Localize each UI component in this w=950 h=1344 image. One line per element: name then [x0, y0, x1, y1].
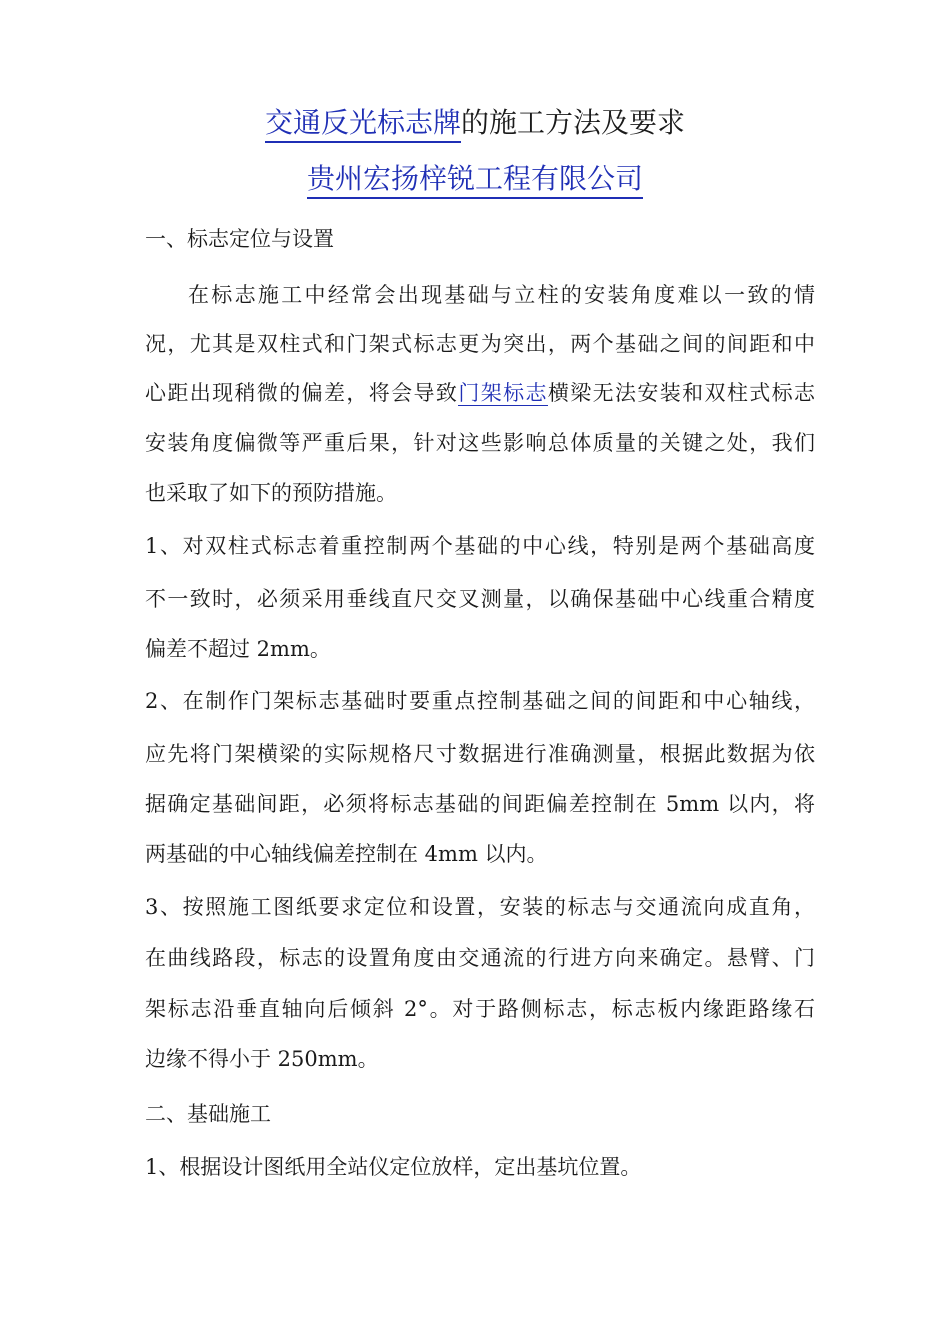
text-segment: 心距出现稍微的偏差，将会导致: [145, 381, 459, 405]
list-item-line: 在曲线路段，标志的设置角度由交通流的行进方向来确定。悬臂、门: [145, 946, 815, 970]
section-heading-2: 二、基础施工: [145, 1102, 271, 1126]
list-item-line: 两基础的中心轴线偏差控制在 4mm 以内。: [145, 842, 548, 866]
list-item-line: 2、在制作门架标志基础时要重点控制基础之间的间距和中心轴线，: [145, 689, 815, 713]
list-item-line: 不一致时，必须采用垂线直尺交叉测量，以确保基础中心线重合精度: [145, 587, 815, 611]
list-item-line: 边缘不得小于 250mm。: [145, 1047, 379, 1071]
title-link[interactable]: 交通反光标志牌: [265, 106, 461, 143]
list-item-line: 架标志沿垂直轴向后倾斜 2°。对于路侧标志，标志板内缘距路缘石: [145, 997, 815, 1021]
list-item-line: 应先将门架横梁的实际规格尺寸数据进行准确测量，根据此数据为依: [145, 742, 815, 766]
title-rest: 的施工方法及要求: [461, 106, 686, 139]
paragraph-line: 在标志施工中经常会出现基础与立柱的安装角度难以一致的情: [188, 283, 815, 307]
gantry-sign-link[interactable]: 门架标志: [458, 381, 548, 405]
paragraph-line: 况，尤其是双柱式和门架式标志更为突出，两个基础之间的间距和中: [145, 332, 815, 356]
list-item-line: 3、按照施工图纸要求定位和设置，安装的标志与交通流向成直角，: [145, 895, 815, 919]
text-segment: 横梁无法安装和双柱式标志: [547, 381, 816, 405]
paragraph-line: 安装角度偏微等严重后果，针对这些影响总体质量的关键之处，我们: [145, 431, 815, 455]
company-link[interactable]: 贵州宏扬梓锐工程有限公司: [307, 162, 643, 199]
paragraph-line: [145, 378, 815, 408]
list-item-line: 偏差不超过 2mm。: [145, 637, 331, 661]
list-item-line: 据确定基础间距，必须将标志基础的间距偏差控制在 5mm 以内，将: [145, 792, 815, 816]
doc-title: [0, 103, 950, 143]
section-heading-1: 一、标志定位与设置: [145, 227, 334, 251]
list-item-line: 1、对双柱式标志着重控制两个基础的中心线，特别是两个基础高度: [145, 534, 815, 558]
list-item-line: 1、根据设计图纸用全站仪定位放样，定出基坑位置。: [145, 1155, 642, 1179]
paragraph-line: 也采取了如下的预防措施。: [145, 481, 397, 505]
company-name: [0, 159, 950, 199]
